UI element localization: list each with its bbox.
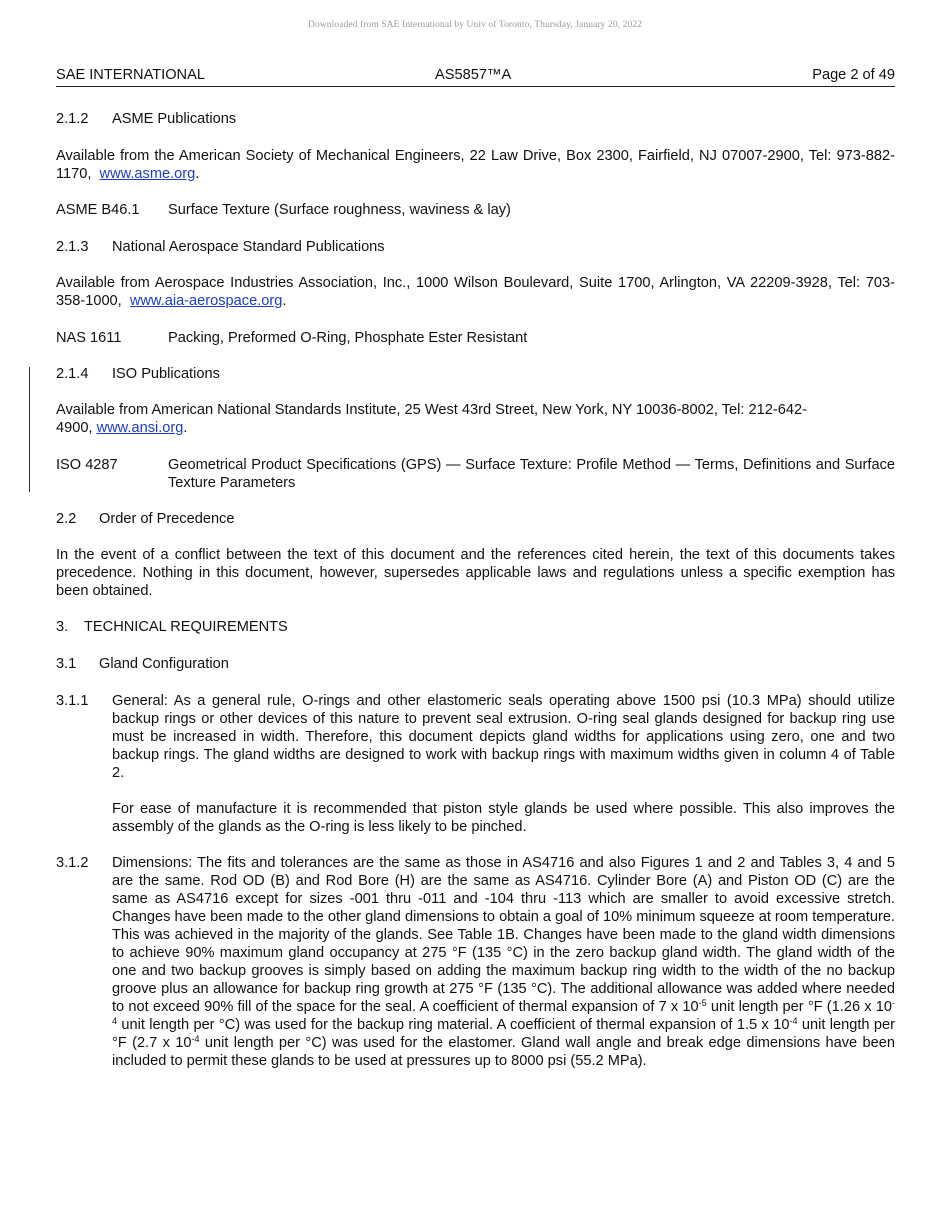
asme-availability-text: Available from the American Society of Mechanical Engineers, 22 Law Drive, Box 2300, Fairfield, NJ 07007-2900, Tel: 973-882-1170, www.asme.org. (56, 148, 895, 182)
reference-code: ISO 4287 (56, 457, 118, 473)
reference-code: NAS 1611 (56, 330, 122, 346)
section-number: 2.1.3 (56, 239, 89, 255)
section-3-1-1-general-text: General: As a general rule, O-rings and other elastomeric seals operating above 1500 psi (10.3 MPa) should utilize backup rings or other devices of this nature to prevent seal extrusion. O-ring seal glands designed for backup ring use must be increased in width. Therefore, this document depicts gland widths for applications using zero, one and two backup rings. The gland widths are designed to work with backup rings with maximum widths given in column 4 of Table 2. (112, 693, 895, 781)
section-2-2-heading (56, 510, 895, 528)
order-of-precedence-text: In the event of a conflict between the text of this document and the references cited herein, the text of this documents takes precedence. Nothing in this document, however, supersedes applicable laws and regulations unless a specific exemption has been obtained. (56, 547, 895, 599)
reference-code: ASME B46.1 (56, 202, 140, 218)
header-page-number: Page 2 of 49 (812, 67, 895, 83)
reference-description: Geometrical Product Specifications (GPS) — Surface Texture: Profile Method — Terms, Definitions and Surface Texture Parameters (168, 457, 895, 491)
section-title: TECHNICAL REQUIREMENTS (84, 619, 288, 635)
section-3-1-heading (56, 655, 895, 673)
section-3-heading (56, 618, 895, 636)
section-3-1-1-manufacture-text: For ease of manufacture it is recommended that piston style glands be used where possible. This also improves the assembly of the glands as the O-ring is less likely to be pinched. (112, 801, 895, 835)
download-watermark: Downloaded from SAE International by Univ of Toronto, Thursday, January 20, 2022 (307, 20, 643, 30)
section-title: ASME Publications (112, 111, 237, 127)
page-header (56, 66, 895, 87)
section-title: Gland Configuration (99, 656, 229, 672)
availability-text-line-1: Available from American National Standards Institute, 25 West 43rd Street, New York, NY 10036-8002, Tel: 212-642- (56, 402, 807, 418)
section-title: National Aerospace Standard Publications (112, 239, 385, 255)
header-org: SAE INTERNATIONAL (56, 67, 205, 83)
section-number: 2.1.2 (56, 111, 89, 127)
section-number: 3. (56, 619, 69, 635)
section-number: 3.1.2 (56, 855, 89, 871)
reference-description: Packing, Preformed O-Ring, Phosphate Ester Resistant (168, 330, 528, 346)
revision-change-bar (29, 367, 30, 492)
aia-link[interactable]: www.aia-aerospace.org (129, 293, 283, 309)
ansi-availability-text: Available from American National Standards Institute, 25 West 43rd Street, New York, NY 10036-8002, Tel: 212-642- 4900, www.ansi.org. (56, 401, 895, 437)
header-doc-number: AS5857™A (435, 67, 512, 83)
section-number: 2.1.4 (56, 366, 89, 382)
section-title: ISO Publications (112, 366, 220, 382)
section-title: Order of Precedence (99, 511, 235, 527)
ansi-link[interactable]: www.ansi.org (96, 420, 184, 436)
section-number: 3.1.1 (56, 693, 89, 709)
section-number: 2.2 (56, 511, 77, 527)
availability-text-line-2: 4900, (56, 420, 93, 436)
aia-availability-text: Available from Aerospace Industries Association, Inc., 1000 Wilson Boulevard, Suite 1700, Arlington, VA 22209-3928, Tel: 703-358-1000, www.aia-aerospace.org. (56, 275, 895, 309)
section-3-1-2-dimensions-text: Dimensions: The fits and tolerances are the same as those in AS4716 and also Figures 1 and 2 and Tables 3, 4 and 5 are the same. Rod OD (B) and Rod Bore (H) are the same as AS4716. Cylinder Bore (A) and Piston OD (C) are the same as AS4716 except for sizes -001 thru -011 and -104 thru -113 which are smaller to avoid excessive stretch. Changes have been made to the other gland dimensions to obtain a goal of 10% minimum squeeze at room temperature. This was achieved in the majority of the glands. See Table 1B. Changes have been made to the gland width dimensions to achieve 90% maximum gland occupancy at 275 °F (135 °C) in the zero backup gland width. The gland width of the one and two backup grooves is simply based on adding the maximum backup ring width to the width of the no backup groove plus an allowance for backup ring growth at 275 °F (135 °C). The additional allowance was added where needed to not exceed 90% fill of the space for the seal. A coefficient of thermal expansion of 7 x $10^{-5}$ unit length per °F (1.26 x $10^{-4}$ unit length per °C) was used for the backup ring material. A coefficient of thermal expansion of 1.5 x $10^{-4}$ unit length per °F (2.7 x $10^{-4}$ unit length per °C) was used for the elastomer. Gland wall angle and break edge dimensions have been included to permit these glands to be used at pressures up to 8000 psi (55.2 MPa). (112, 855, 896, 1069)
availability-text: Available from the American Society of Mechanical Engineers, 22 Law Drive, Box 2300, Fairfield, NJ 07007-2900, Tel: 973-882-1170, (56, 148, 895, 182)
section-number: 3.1 (56, 656, 77, 672)
reference-description: Surface Texture (Surface roughness, waviness & lay) (168, 202, 511, 218)
asme-link[interactable]: www.asme.org (99, 166, 196, 182)
availability-text: Available from Aerospace Industries Association, Inc., 1000 Wilson Boulevard, Suite 1700, Arlington, VA 22209-3928, Tel: 703-358-1000, (56, 275, 895, 309)
